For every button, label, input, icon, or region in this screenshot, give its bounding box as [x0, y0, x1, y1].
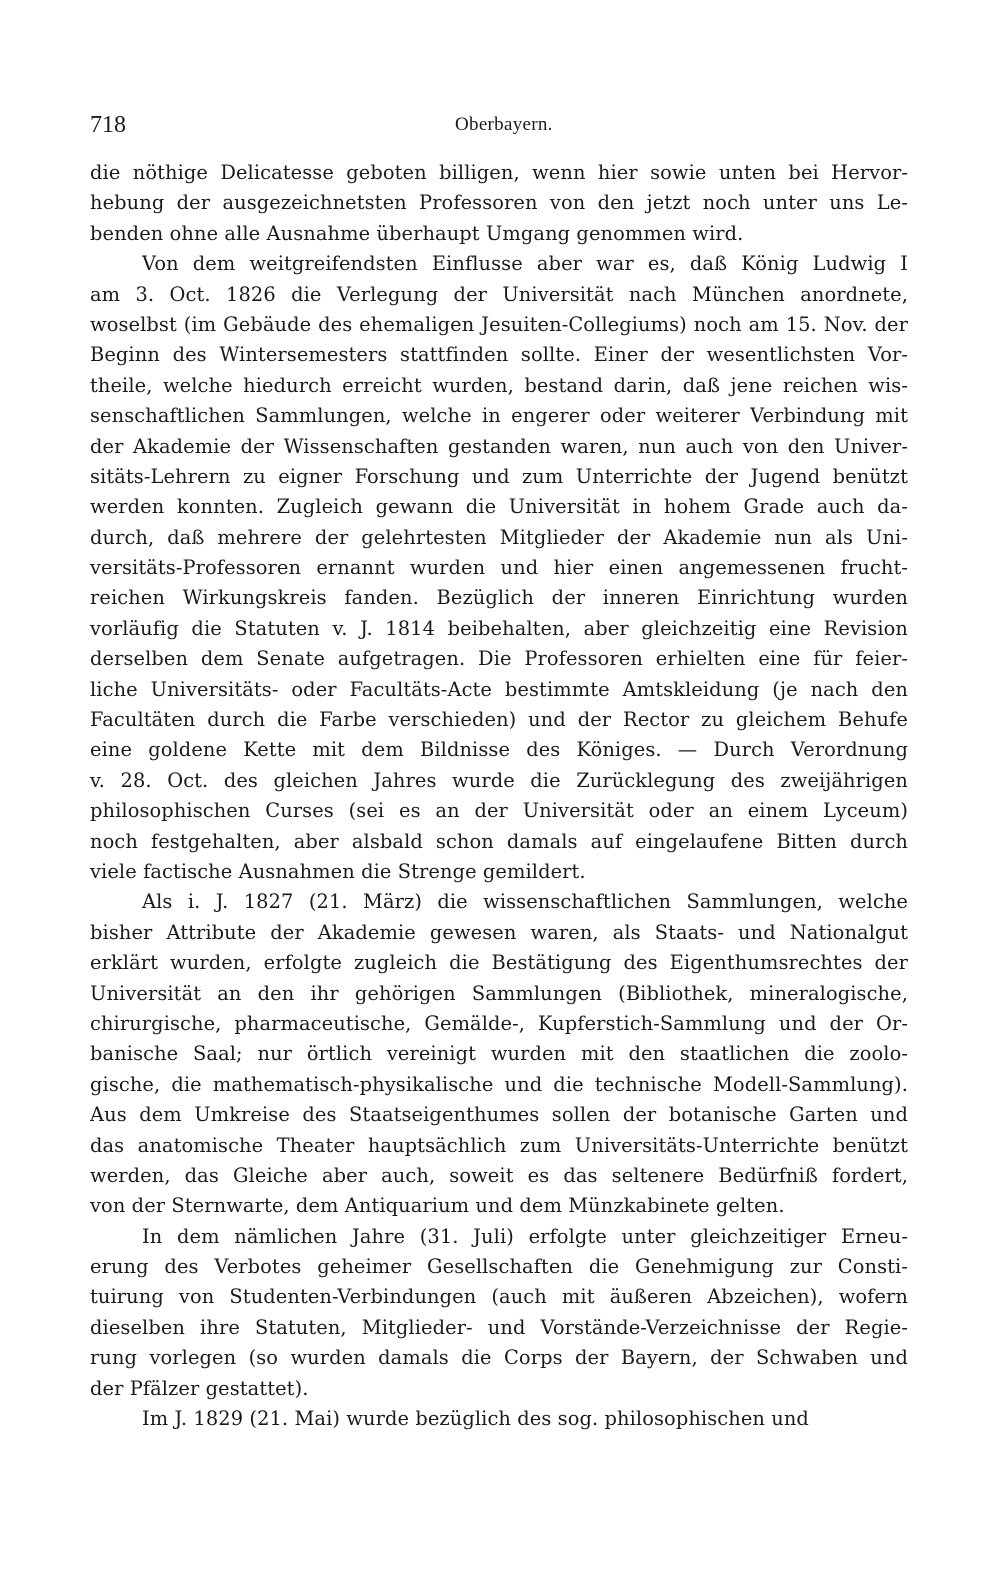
paragraph: [90, 158, 908, 249]
body-text: [90, 158, 908, 1434]
text-line: von der Sternwarte, dem Antiquarium und dem Münzkabinete gelten.: [90, 1194, 785, 1218]
text-line: erung des Verbotes geheimer Gesellschaften die Genehmigung zur Consti-: [90, 1255, 908, 1279]
text-line: eine goldene Kette mit dem Bildnisse des Königes. — Durch Verordnung: [90, 738, 908, 762]
text-line: noch festgehalten, aber alsbald schon damals auf eingelaufene Bitten durch: [90, 829, 908, 853]
text-line: vorläufig die Statuten v. J. 1814 beibehalten, aber gleichzeitig eine Revision: [90, 616, 908, 640]
page-header: [90, 98, 908, 158]
text-line: Im J. 1829 (21. Mai) wurde bezüglich des sog. philosophischen und: [142, 1407, 809, 1431]
text-line: werden konnten. Zugleich gewann die Universität in hohem Grade auch da-: [90, 495, 908, 519]
text-line: erklärt wurden, erfolgte zugleich die Bestätigung des Eigenthumsrechtes der: [90, 951, 908, 975]
text-line: liche Universitäts- oder Facultäts-Acte bestimmte Amtskleidung (je nach den: [90, 677, 908, 701]
text-line: bisher Attribute der Akademie gewesen waren, als Staats- und Nationalgut: [90, 920, 908, 944]
text-line: derselben dem Senate aufgetragen. Die Professoren erhielten eine für feier-: [90, 647, 908, 671]
text-line: hebung der ausgezeichnetsten Professoren von den jetzt noch unter uns Le-: [90, 191, 908, 215]
text-line: theile, welche hiedurch erreicht wurden, bestand darin, daß jene reichen wis-: [90, 373, 908, 397]
text-line: philosophischen Curses (sei es an der Universität oder an einem Lyceum): [90, 799, 908, 823]
text-line: Beginn des Wintersemesters stattfinden sollte. Einer der wesentlichsten Vor-: [90, 343, 908, 367]
text-line: Universität an den ihr gehörigen Sammlungen (Bibliothek, mineralogische,: [90, 981, 908, 1005]
text-line: v. 28. Oct. des gleichen Jahres wurde die Zurücklegung des zweijährigen: [90, 768, 908, 792]
text-line: Von dem weitgreifendsten Einflusse aber war es, daß König Ludwig I: [142, 252, 908, 276]
text-line: senschaftlichen Sammlungen, welche in engerer oder weiterer Verbindung mit: [90, 404, 908, 428]
text-line: werden, das Gleiche aber auch, soweit es das seltenere Bedürfniß fordert,: [90, 1163, 908, 1187]
page-number: 718: [90, 112, 126, 138]
paragraph: [90, 1222, 908, 1404]
text-line: versitäts-Professoren ernannt wurden und hier einen angemessenen frucht-: [90, 556, 908, 580]
paragraph: [90, 1404, 908, 1434]
text-line: das anatomische Theater hauptsächlich zum Universitäts-Unterrichte benützt: [90, 1133, 908, 1157]
text-line: dieselben ihre Statuten, Mitglieder- und Vorstände-Verzeichnisse der Regie-: [90, 1315, 908, 1339]
running-head: Oberbayern.: [455, 114, 553, 135]
text-line: sitäts-Lehrern zu eigner Forschung und zum Unterrichte der Jugend benützt: [90, 464, 908, 488]
book-page: [90, 98, 908, 1434]
text-line: der Pfälzer gestattet).: [90, 1376, 309, 1400]
text-line: am 3. Oct. 1826 die Verlegung der Universität nach München anordnete,: [90, 282, 908, 306]
text-line: chirurgische, pharmaceutische, Gemälde-, Kupferstich-Sammlung und der Or-: [90, 1011, 908, 1035]
text-line: reichen Wirkungskreis fanden. Bezüglich der inneren Einrichtung wurden: [90, 586, 908, 610]
text-line: Als i. J. 1827 (21. März) die wissenschaftlichen Sammlungen, welche: [142, 890, 908, 914]
text-line: woselbst (im Gebäude des ehemaligen Jesuiten-Collegiums) noch am 15. Nov. der: [90, 312, 908, 336]
text-line: viele factische Ausnahmen die Strenge gemildert.: [90, 859, 586, 883]
text-line: durch, daß mehrere der gelehrtesten Mitglieder der Akademie nun als Uni-: [90, 525, 908, 549]
text-line: gische, die mathematisch-physikalische und die technische Modell-Sammlung).: [90, 1072, 908, 1096]
paragraph: [90, 887, 908, 1221]
text-line: In dem nämlichen Jahre (31. Juli) erfolgte unter gleichzeitiger Erneu-: [142, 1224, 908, 1248]
text-line: Aus dem Umkreise des Staatseigenthumes sollen der botanische Garten und: [90, 1103, 908, 1127]
paragraph: [90, 249, 908, 887]
text-line: rung vorlegen (so wurden damals die Corps der Bayern, der Schwaben und: [90, 1346, 908, 1370]
text-line: die nöthige Delicatesse geboten billigen, wenn hier sowie unten bei Hervor-: [90, 161, 908, 184]
text-line: tuirung von Studenten-Verbindungen (auch mit äußeren Abzeichen), wofern: [90, 1285, 908, 1309]
text-line: benden ohne alle Ausnahme überhaupt Umgang genommen wird.: [90, 221, 744, 245]
text-line: der Akademie der Wissenschaften gestanden waren, nun auch von den Univer-: [90, 434, 908, 458]
text-line: banische Saal; nur örtlich vereinigt wurden mit den staatlichen die zoolo-: [90, 1042, 908, 1066]
text-line: Facultäten durch die Farbe verschieden) und der Rector zu gleichem Behufe: [90, 708, 908, 732]
